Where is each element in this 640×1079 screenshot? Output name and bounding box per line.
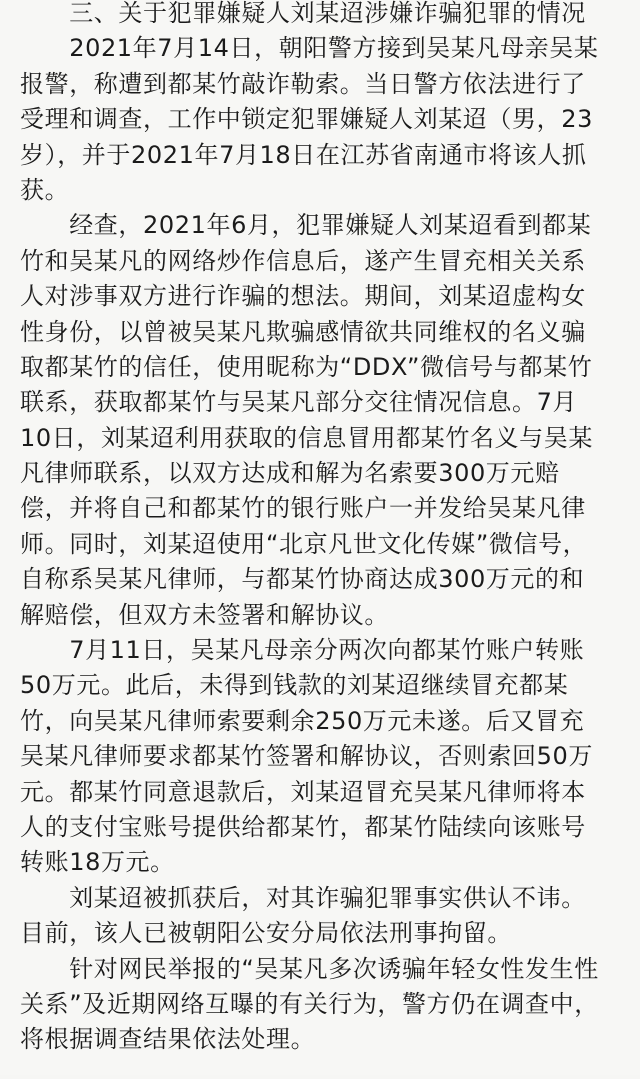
text-line: 目前，该人已被朝阳公安分局依法刑事拘留。 [20,919,512,948]
text-line: 元。都某竹同意退款后，刘某迢冒充吴某凡律师将本 [20,777,586,806]
text-line: 联系，获取都某竹与吴某凡部分交往情况信息。7月 [20,388,578,417]
text-line: 吴某凡律师要求都某竹签署和解协议，否则索回50万 [20,742,593,771]
text-line: 人的支付宝账号提供给都某竹，都某竹陆续向该账号 [20,812,586,841]
text-line: 师。同时，刘某迢使用“北京凡世文化传媒”微信号， [20,529,588,558]
text-line: 7月11日，吴某凡母亲分两次向都某竹账户转账 [20,636,585,665]
text-line: 岁），并于2021年7月18日在江苏省南通市将该人抓 [20,140,587,169]
text-line: 凡律师联系，以双方达成和解为名索要300万元赔 [20,459,560,488]
text-line: 获。 [20,175,70,204]
text-line: 2021年7月14日，朝阳警方接到吴某凡母亲吴某 [20,34,599,63]
text-line: 取都某竹的信任，使用昵称为“DDX”微信号与都某竹 [20,352,593,381]
text-line: 10日，刘某迢利用获取的信息冒用都某竹名义与吴某 [20,423,593,452]
text-line: 报警，称遭到都某竹敲诈勒索。当日警方依法进行了 [20,69,586,98]
text-line: 关系”及近期网络互曝的有关行为，警方仍在调查中， [20,989,599,1018]
text-line: 转账18万元。 [20,848,175,877]
text-line: 竹和吴某凡的网络炒作信息后，遂产生冒充相关关系 [20,246,586,275]
text-line: 将根据调查结果依法处理。 [20,1025,316,1054]
text-line: 针对网民举报的“吴某凡多次诱骗年轻女性发生性 [20,954,599,983]
text-line: 50万元。此后，未得到钱款的刘某迢继续冒充都某 [20,671,569,700]
text-line: 人对涉事双方进行诈骗的想法。期间，刘某迢虚构女 [20,282,586,311]
text-line: 性身份，以曾被吴某凡欺骗感情欲共同维权的名义骗 [20,317,586,346]
text-line: 解赔偿，但双方未签署和解协议。 [20,600,389,629]
text-line: 受理和调查，工作中锁定犯罪嫌疑人刘某迢（男，23 [20,105,593,134]
text-line: 竹，向吴某凡律师索要剩余250万元未遂。后又冒充 [20,706,585,735]
text-line: 自称系吴某凡律师，与都某竹协商达成300万元的和 [20,565,585,594]
text-line: 偿，并将自己和都某竹的银行账户一并发给吴某凡律 [20,494,586,523]
text-line: 经查，2021年6月，犯罪嫌疑人刘某迢看到都某 [20,211,592,240]
text-line: 三、关于犯罪嫌疑人刘某迢涉嫌诈骗犯罪的情况 [20,0,586,27]
text-line: 刘某迢被抓获后，对其诈骗犯罪事实供认不讳。 [20,883,586,912]
